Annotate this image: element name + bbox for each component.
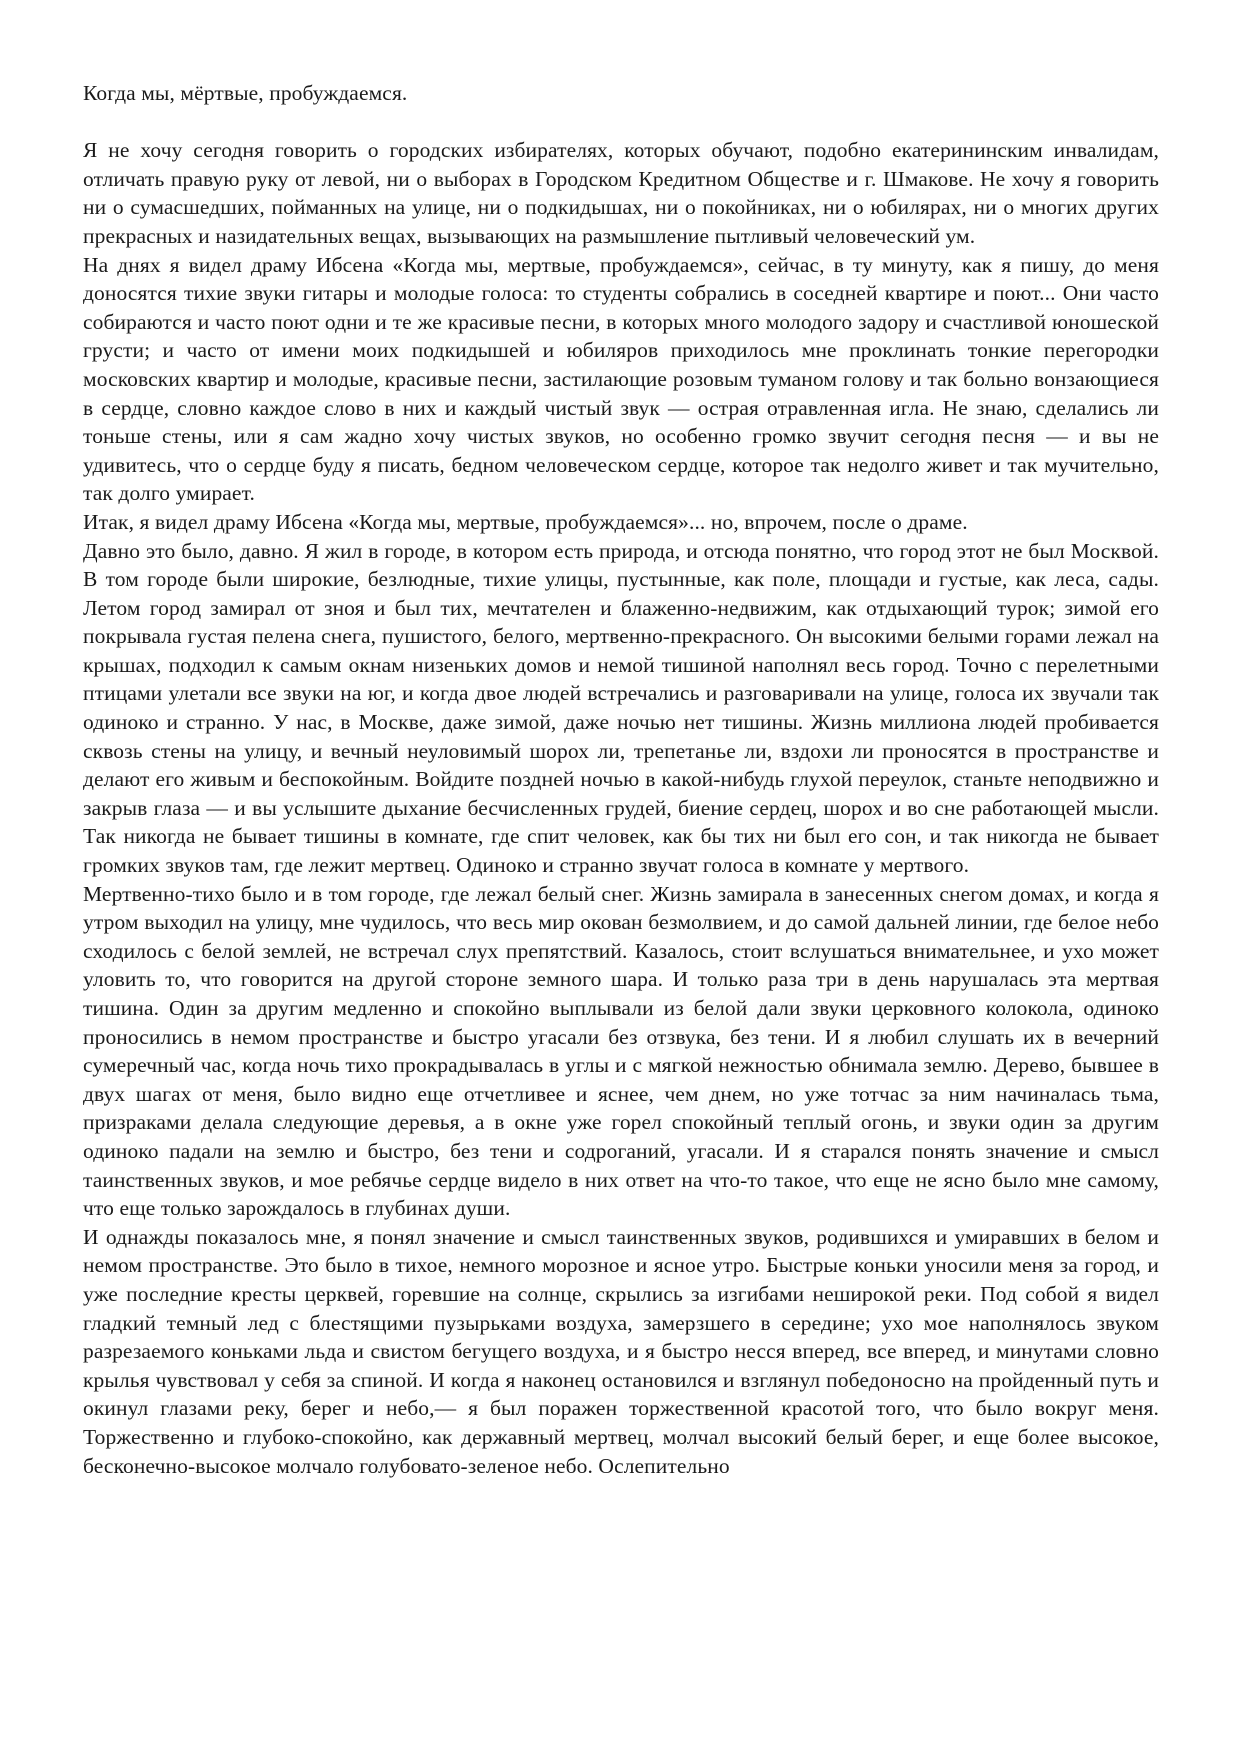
paragraph-ibsen-drama: На днях я видел драму Ибсена «Когда мы, мертвые, пробуждаемся», сейчас, в ту минуту, как я пишу, до меня доносятся тихие звуки гитары и молодые голоса: то студенты собрались в соседней квартире и поют... Они часто собираются и часто поют одни и те же красивые песни, в которых много молодого задору и счастливой юношеской грусти; и часто от имени моих подкидышей и юбиляров приходилось мне проклинать тонкие перегородки московских квартир и молодые, красивые песни, застилающие розовым туманом голову и так больно вонзающиеся в сердце, словно каждое слово в них и каждый чистый звук — острая отравленная игла. Не знаю, сделались ли тоньше стены, или я сам жадно хочу чистых звуков, но особенно громко звучит сегодня песня — и вы не удивитесь, что о сердце буду я писать, бедном человеческом сердце, которое так недолго живет и так мучительно, так долго умирает. bbox=[83, 252, 1159, 506]
document-title: Когда мы, мёртвые, пробуждаемся. bbox=[83, 81, 408, 105]
paragraph-city-memory: Давно это было, давно. Я жил в городе, в котором есть природа, и отсюда понятно, что город этот не был Москвой. В том городе были широкие, безлюдные, тихие улицы, пустынные, как поле, площади и густые, как леса, сады. Летом город замирал от зноя и был тих, мечтателен и блаженно-недвижим, как отдыхающий турок; зимой его покрывала густая пелена снега, пушистого, белого, мертвенно-прекрасного. Он высокими белыми горами лежал на крышах, подходил к самым окнам низеньких домов и немой тишиной наполнял весь город. Точно с перелетными птицами улетали все звуки на юг, и когда двое людей встречались и разговаривали на улице, голоса их звучали так одиноко и странно. У нас, в Москве, даже зимой, даже ночью нет тишины. Жизнь миллиона людей пробивается сквозь стены на улицу, и вечный неуловимый шорох ли, трепетанье ли, вздохи ли проносятся в пространстве и делают его живым и беспокойным. Войдите поздней ночью в какой-нибудь глухой переулок, станьте неподвижно и закрыв глаза — и вы услышите дыхание бесчисленных грудей, биение сердец, шорох и во сне работающей мысли. Так никогда не бывает тишины в комнате, где спит человек, как бы тих ни был его сон, и так никогда не бывает громких звуков там, где лежит мертвец. Одиноко и странно звучат голоса в комнате у мертвого. bbox=[83, 538, 1159, 878]
paragraph-intro: Я не хочу сегодня говорить о городских избирателях, которых обучают, подобно екатерининским инвалидам, отличать правую руку от левой, ни о выборах в Городском Кредитном Обществе и г. Шмакове. Не хочу я говорить ни о сумасшедших, пойманных на улице, ни о подкидышах, ни о покойниках, ни о юбилярах, ни о многих других прекрасных и назидательных вещах, вызывающих на размышление пытливый человеческий ум. bbox=[83, 138, 1159, 248]
paragraph-silent-city: Мертвенно-тихо было и в том городе, где лежал белый снег. Жизнь замирала в занесенных снегом домах, и когда я утром выходил на улицу, мне чудилось, что весь мир окован безмолвием, и до самой дальней линии, где белое небо сходилось с белой землей, не встречал слух препятствий. Казалось, стоит вслушаться внимательнее, и ухо может уловить то, что говорится на другой стороне земного шара. И только раза три в день нарушалась эта мертвая тишина. Один за другим медленно и спокойно выплывали из белой дали звуки церковного колокола, одиноко проносились в немом пространстве и быстро угасали без отзвука, без тени. И я любил слушать их в вечерний сумеречный час, когда ночь тихо прокрадывалась в углы и с мягкой нежностью обнимала землю. Дерево, бывшее в двух шагах от меня, было видно еще отчетливее и яснее, чем днем, но уже тотчас за ним начиналась тьма, призраками делала следующие деревья, а в окне уже горел спокойный теплый огонь, и звуки один за другим одиноко падали на землю и быстро, без тени и содроганий, угасали. И я старался понять значение и смысл таинственных звуков, и мое ребячье сердце видело в них ответ на что-то такое, что еще не ясно было мне самому, что еще только зарождалось в глубинах души. bbox=[83, 881, 1159, 1221]
paragraph-transition: Итак, я видел драму Ибсена «Когда мы, мертвые, пробуждаемся»... но, впрочем, после о драме. bbox=[83, 509, 968, 534]
document-page bbox=[83, 79, 1159, 1480]
paragraph-skating-morning: И однажды показалось мне, я понял значение и смысл таинственных звуков, родившихся и умиравших в белом и немом пространстве. Это было в тихое, немного морозное и ясное утро. Быстрые коньки уносили меня за город, и уже последние кресты церквей, горевшие на солнце, скрылись за изгибами неширокой реки. Под собой я видел гладкий темный лед с блестящими пузырьками воздуха, замерзшего в середине; ухо мое наполнялось звуком разрезаемого коньками льда и свистом бегущего воздуха, и я быстро несся вперед, все вперед, и минутами словно крылья чувствовал у себя за спиной. И когда я наконец остановился и взглянул победоносно на пройденный путь и окинул глазами реку, берег и небо,— я был поражен торжественной красотой того, что было вокруг меня. Торжественно и глубоко-спокойно, как державный мертвец, молчал высокий белый берег, и еще более высокое, бесконечно-высокое молчало голубовато-зеленое небо. Ослепительно bbox=[83, 1224, 1159, 1478]
